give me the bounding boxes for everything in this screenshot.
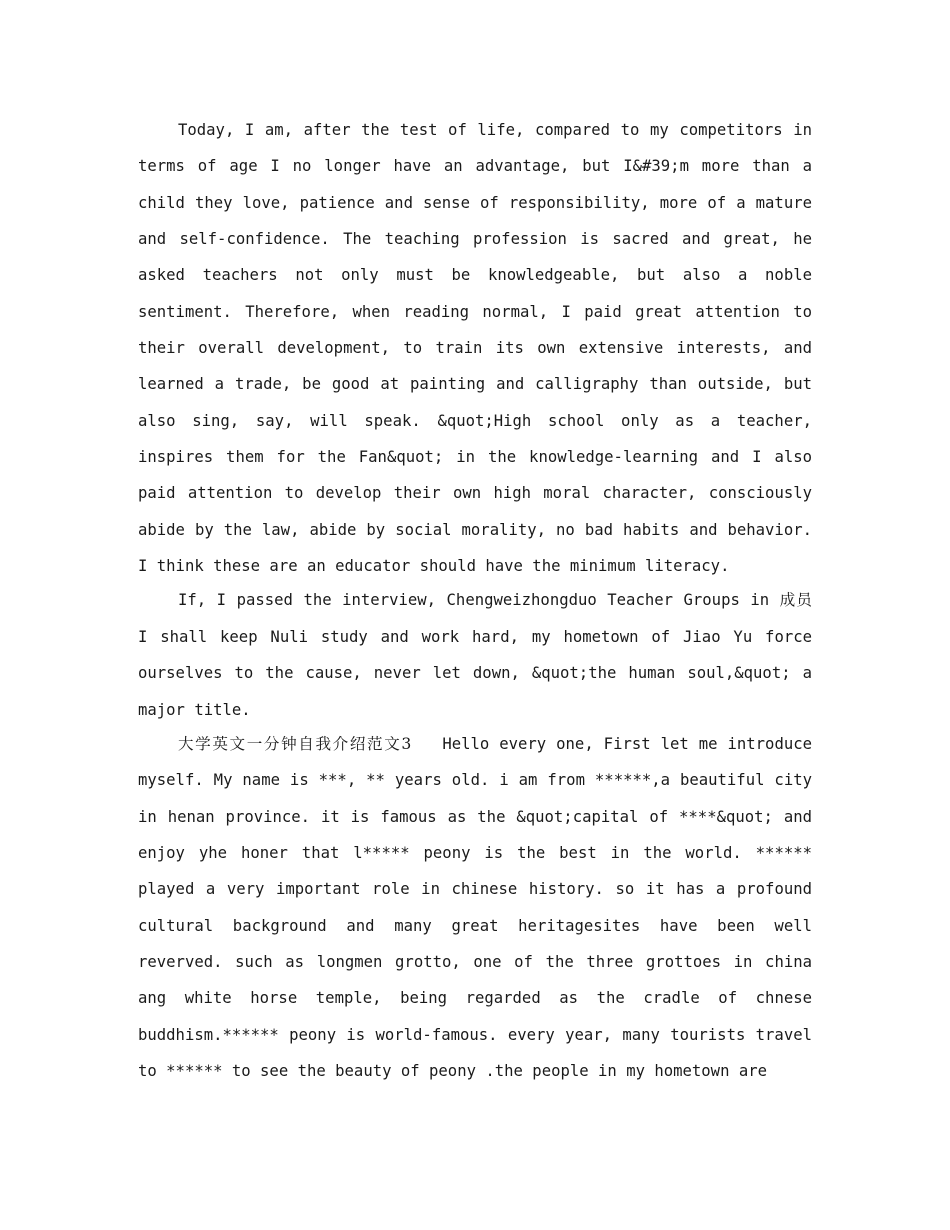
paragraph-2: If, I passed the interview, Chengweizhongduo Teacher Groups in 成员 I shall keep Nuli study and work hard, my hometown of Jiao Yu force ourselves to the cause, never let down, &quot;the human soul,&quot; a major title. [138, 591, 812, 719]
section-heading: 大学英文一分钟自我介绍范文3 [178, 734, 413, 753]
paragraph-1: Today, I am, after the test of life, compared to my competitors in terms of age I no longer have an advantage, but I&#39;m more than a child they love, patience and sense of responsibility, more of a mature and self-confidence. The teaching profession is sacred and great, he asked teachers not only must be knowledgeable, but also a noble sentiment. Therefore, when reading normal, I paid great attention to their overall development, to train its own extensive interests, and learned a trade, be good at painting and calligraphy than outside, but also sing, say, will speak. &quot;High school only as a teacher, inspires them for the Fan&quot; in the knowledge-learning and I also paid attention to develop their own high moral character, consciously abide by the law, abide by social morality, no bad habits and behavior. I think these are an educator should have the minimum literacy. [138, 121, 812, 576]
paragraph-3-text: Hello every one, First let me introduce myself. My name is ***, ** years old. i am from ******,a beautiful city in henan province. it is famous as the &quot;capital of ****&quot; and enjoy yhe honer that l***** peony is the best in the world. ****** played a very important role in chinese history. so it has a profound cultural background and many great heritagesites have been well reverved. such as longmen grotto, one of the three grottoes in china ang white horse temple, being regarded as the cradle of chnese buddhism.****** peony is world-famous. every year, many tourists travel to ****** to see the beauty of peony .the people in my hometown are [138, 734, 812, 1080]
document-body [138, 112, 812, 1089]
paragraph-3 [138, 726, 812, 1089]
